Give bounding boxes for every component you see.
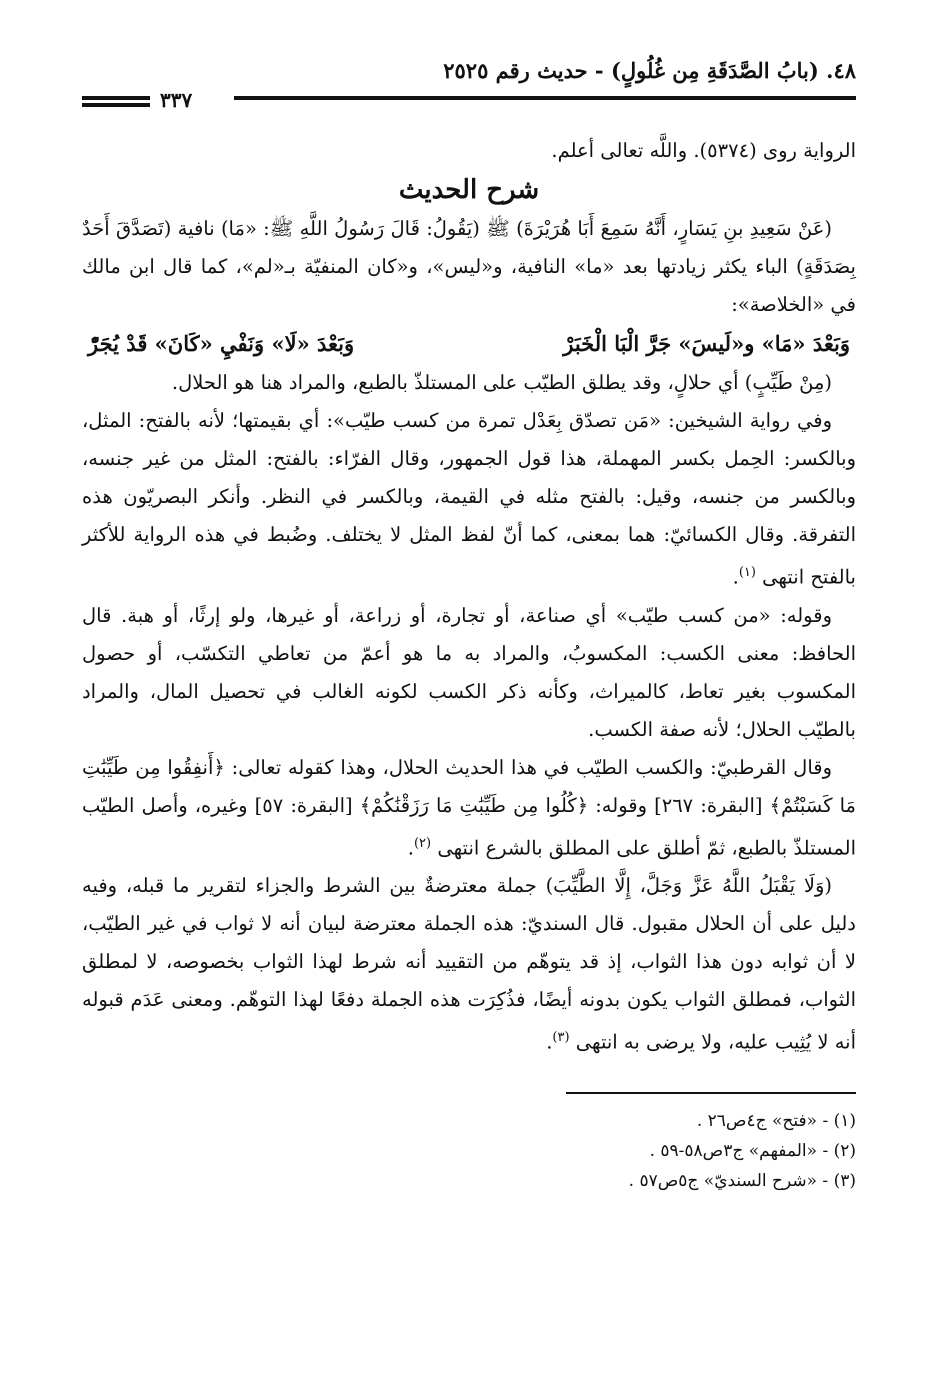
page-header	[82, 52, 856, 112]
footnotes	[82, 1106, 856, 1196]
carryover-line: الرواية روى (٥٣٧٤). واللَّه تعالى أعلم.	[551, 139, 856, 162]
running-title: ٤٨. (بابُ الصَّدَقَةِ مِن غُلُولٍ) - حديث رقم ٢٥٢٥	[443, 58, 856, 83]
paragraph-kasb: وقوله: «من كسب طيّب» أي صناعة، أو تجارة، أو زراعة، أو غيرها، ولو إرثًا، أو هبة. قال الحافظ: معنى الكسب: المكسوبُ، والمراد به ما هو أعمّ من تعاطي التكسّب، أو حصول المكسوب بغير تعاط، كالميراث، وكأنه ذكر الكسب لكونه الغالب في تحصيل المال، والمراد بالطيّب الحلال؛ لأنه صفة الكسب.	[82, 603, 856, 741]
paragraph-shaykhayn: وفي رواية الشيخين: «مَن تصدّق بِعَدْل تمرة من كسب طيّب»: أي بقيمتها؛ لأنه بالفتح: المثل، وبالكسر: الحِمل بكسر المهملة، هذا قول الجمهور، وقال الفرّاء: بالفتح: المثل من غير جنسه، وبالكسر من جنسه، وقيل: بالفتح مثله في القيمة، وبالكسر في النظر. وأنكر البصريّون هذه التفرقة. وقال الكسائيّ: هما بمعنى، كما أنّ لفظ المثل لا يختلف. وضُبط في هذه الرواية للأكثر بالفتح انتهى $^{(١)}$.	[82, 409, 856, 589]
book-page	[82, 52, 856, 1196]
footnote-1: (١) - «فتح» ج٤ص٢٦ .	[696, 1110, 856, 1131]
footnote-divider	[566, 1092, 856, 1094]
footnote-3: (٣) - «شرح السنديّ» ج٥ص٥٧ .	[628, 1170, 856, 1191]
section-title: شرح الحديث	[398, 175, 540, 205]
header-rule-left-bottom	[82, 103, 150, 107]
paragraph-qurtubi-text: وقال القرطبيّ: والكسب الطيّب في هذا الحديث الحلال، وهذا كقوله تعالى: ﴿أَنفِقُوا مِن طَيِّبَٰتِ مَا كَسَبْتُمْ﴾ [البقرة: ٢٦٧] وقوله: ﴿كُلُوا مِن طَيِّبَٰتِ مَا رَزَقْنَٰكُمْ﴾ [البقرة: ٥٧] وغيره، وأصل الطيّب المستلذّ بالطبع، ثمّ أطلق على المطلق بالشرع انتهى	[82, 755, 856, 859]
paragraph-hadith-text: (عَنْ سَعِيدِ بنِ يَسَارٍ، أَنَّهُ سَمِعَ أَبَا هُرَيْرَةَ) ﷺ (يَقُولُ: قَالَ رَسُولُ اللَّهِ ﷺ: «مَا) نافية (تَصَدَّقَ أَحَدٌ بِصَدَقَةٍ) الباء يكثر زيادتها بعد «ما» النافية، و«ليس»، و«كان المنفيّة بـ«لم»، كما قال ابن مالك في «الخلاصة»:	[82, 217, 856, 316]
page-number: ٣٣٧	[150, 88, 202, 112]
paragraph-shaykhayn-text: وفي رواية الشيخين: «مَن تصدّق بِعَدْل تمرة من كسب طيّب»: أي بقيمتها؛ لأنه بالفتح: المثل، وبالكسر: الحِمل بكسر المهملة، هذا قول الجمهور، وقال الفرّاء: بالفتح: المثل من غير جنسه، وبالكسر من جنسه، وقيل: بالفتح مثله في القيمة، وبالكسر في النظر. وأنكر البصريّون هذه التفرقة. وقال الكسائيّ: هما بمعنى، كما أنّ لفظ المثل لا يختلف. وضُبط في هذه الرواية للأكثر بالفتح انتهى	[82, 409, 856, 589]
header-rule-left-top	[82, 96, 150, 100]
page-body	[82, 132, 856, 1062]
footnote-ref-1[interactable]: (١)	[738, 565, 756, 580]
footnote-2: (٢) - «المفهم» ج٣ص٥٨-٥٩ .	[649, 1140, 856, 1161]
paragraph-qurtubi: وقال القرطبيّ: والكسب الطيّب في هذا الحديث الحلال، وهذا كقوله تعالى: ﴿أَنفِقُوا مِن طَيِّبَٰتِ مَا كَسَبْتُمْ﴾ [البقرة: ٢٦٧] وقوله: ﴿كُلُوا مِن طَيِّبَٰتِ مَا رَزَقْنَٰكُمْ﴾ [البقرة: ٥٧] وغيره، وأصل الطيّب المستلذّ بالطبع، ثمّ أطلق على المطلق بالشرع انتهى $^{(٢)}$.	[82, 755, 856, 859]
poem-hemistich-second: وَبَعْدَ «لَا» وَنَفْيِ «كَانَ» قَدْ يُجَرّْ	[88, 331, 355, 356]
paragraph-tayyib: (مِنْ طَيِّبٍ) أي حلالٍ، وقد يطلق الطيّب على المستلذّ بالطبع، والمراد هنا هو الحلال.	[171, 371, 832, 394]
footnote-ref-3[interactable]: (٣)	[552, 1030, 570, 1045]
paragraph-sindi-text: (وَلَا يَقْبَلُ اللَّهُ عَزَّ وَجَلَّ، إِلَّا الطَّيِّبَ) جملة معترضةٌ بين الشرط والجزاء لتقرير ما قبله، وفيه دليل على أن الحلال مقبول. قال السنديّ: هذه الجملة معترضة لبيان أنه لا ثواب في غير الطيّب، لا أن ثوابه دون هذا الثواب، إذ قد يتوهّم من التقييد أنه شرط لهذا الثواب بخصوصه، لا لمطلق الثواب، فمطلق الثواب يكون بدونه أيضًا، فذُكِرَت هذه الجملة دفعًا لهذا التوهّم. ومعنى عَدَم قبوله أنه لا يُثِيب عليه، ولا يرضى به انتهى	[82, 874, 856, 1054]
footnote-ref-2[interactable]: (٢)	[413, 835, 432, 851]
header-rule	[234, 96, 856, 100]
poem-hemistich-first: وَبَعْدَ «مَا» و«لَيسَ» جَرَّ الْبَا الْخَبَرْ	[563, 331, 850, 356]
paragraph-sindi: (وَلَا يَقْبَلُ اللَّهُ عَزَّ وَجَلَّ، إِلَّا الطَّيِّبَ) جملة معترضةٌ بين الشرط والجزاء لتقرير ما قبله، وفيه دليل على أن الحلال مقبول. قال السنديّ: هذه الجملة معترضة لبيان أنه لا ثواب في غير الطيّب، لا أن ثوابه دون هذا الثواب، إذ قد يتوهّم من التقييد أنه شرط لهذا الثواب بخصوصه، لا لمطلق الثواب، فمطلق الثواب يكون بدونه أيضًا، فذُكِرَت هذه الجملة دفعًا لهذا التوهّم. ومعنى عَدَم قبوله أنه لا يُثِيب عليه، ولا يرضى به انتهى $^{(٣)}$.	[82, 874, 856, 1054]
poem-verse	[82, 324, 856, 364]
